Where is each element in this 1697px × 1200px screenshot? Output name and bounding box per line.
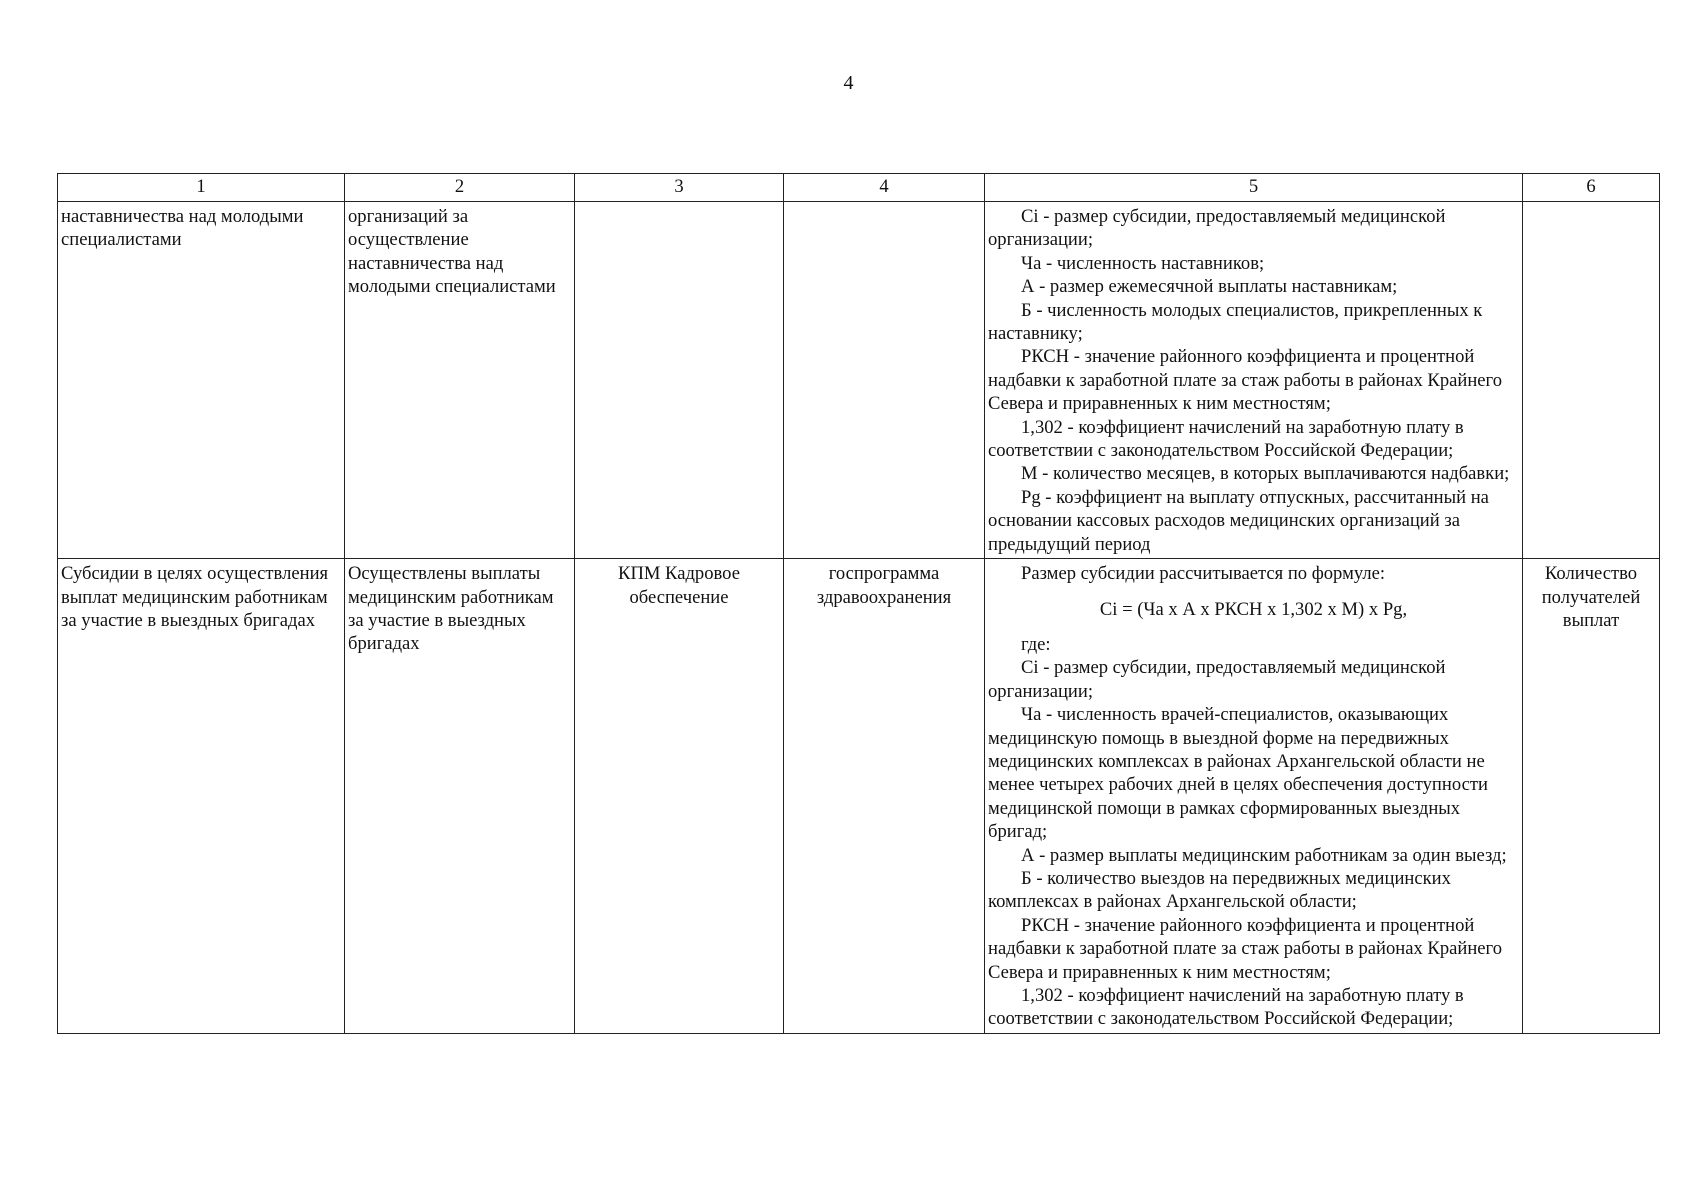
row2-cell-result: Осуществлены выплаты медицинским работникам за участие в выездных бригадах (345, 559, 575, 1034)
column-header-4: 4 (784, 174, 985, 202)
row1-method-line: А - размер ежемесячной выплаты наставникам; (1021, 276, 1398, 298)
row1-cell-name: наставничества над молодыми специалистами (58, 202, 345, 559)
column-header-2: 2 (345, 174, 575, 202)
subsidy-formula: Ci = (Ча х А х РКСН х 1,302 х M) х Pg, (1099, 598, 1408, 620)
row1-method-line: Pg - коэффициент на выплату отпускных, рассчитанный на основании кассовых расходов медицинских организаций за предыдущий период (988, 486, 1489, 555)
row2-method-line: Ча - численность врачей-специалистов, оказывающих медицинскую помощь в выездной форме на передвижных медицинских комплексах в районах Архангельской области не менее четырех рабочих дней в целях обеспечения доступности медицинской помощи в рамках сформированных выездных бригад; (988, 704, 1488, 843)
row1-cell-program (575, 202, 784, 559)
column-header-5: 5 (985, 174, 1523, 202)
column-header-3: 3 (575, 174, 784, 202)
row1-method-line: 1,302 - коэффициент начислений на заработную плату в соответствии с законодательством Российской Федерации; (988, 416, 1464, 462)
row1-cell-source (784, 202, 985, 559)
row1-method-line: М - количество месяцев, в которых выплачиваются надбавки; (1021, 463, 1510, 485)
row2-cell-name: Субсидии в целях осуществления выплат медицинским работникам за участие в выездных бригадах (58, 559, 345, 1034)
column-header-6: 6 (1523, 174, 1660, 202)
data-table (57, 173, 1660, 1034)
row1-method-line: РКСН - значение районного коэффициента и процентной надбавки к заработной плате за стаж работы в районах Крайнего Севера и приравненных к ним местностям; (988, 346, 1502, 415)
row2-method-line: Ci - размер субсидии, предоставляемый медицинской организации; (988, 657, 1446, 702)
row1-method-line: Б - численность молодых специалистов, прикрепленных к наставнику; (988, 299, 1483, 345)
page-number: 4 (843, 72, 854, 94)
row1-method-line: Ча - численность наставников; (1021, 252, 1265, 274)
row2-method-line: А - размер выплаты медицинским работникам за один выезд; (1021, 844, 1507, 866)
row2-cell-method (985, 559, 1523, 1034)
column-header-1: 1 (58, 174, 345, 202)
row2-method-where: где: (1021, 633, 1051, 655)
row1-method-line: Ci - размер субсидии, предоставляемый медицинской организации; (988, 206, 1446, 251)
row2-method-line: РКСН - значение районного коэффициента и процентной надбавки к заработной плате за стаж работы в районах Крайнего Севера и приравненных к ним местностям; (988, 914, 1502, 983)
table-row (58, 202, 1660, 559)
row1-cell-indicator (1523, 202, 1660, 559)
row1-cell-method (985, 202, 1523, 559)
row2-method-intro: Размер субсидии рассчитывается по формуле: (1021, 563, 1386, 585)
row1-cell-result: организаций за осуществление наставничества над молодыми специалистами (345, 202, 575, 559)
row2-cell-source: госпрограмма здравоохранения (784, 559, 985, 1034)
table-row (58, 559, 1660, 1034)
table-header-row (58, 174, 1660, 202)
row2-cell-program: КПМ Кадровое обеспечение (575, 559, 784, 1034)
row2-cell-indicator: Количество получателей выплат (1523, 559, 1660, 1034)
row2-method-line: Б - количество выездов на передвижных медицинских комплексах в районах Архангельской области; (988, 867, 1451, 913)
row2-method-line: 1,302 - коэффициент начислений на заработную плату в соответствии с законодательством Российской Федерации; (988, 985, 1464, 1030)
